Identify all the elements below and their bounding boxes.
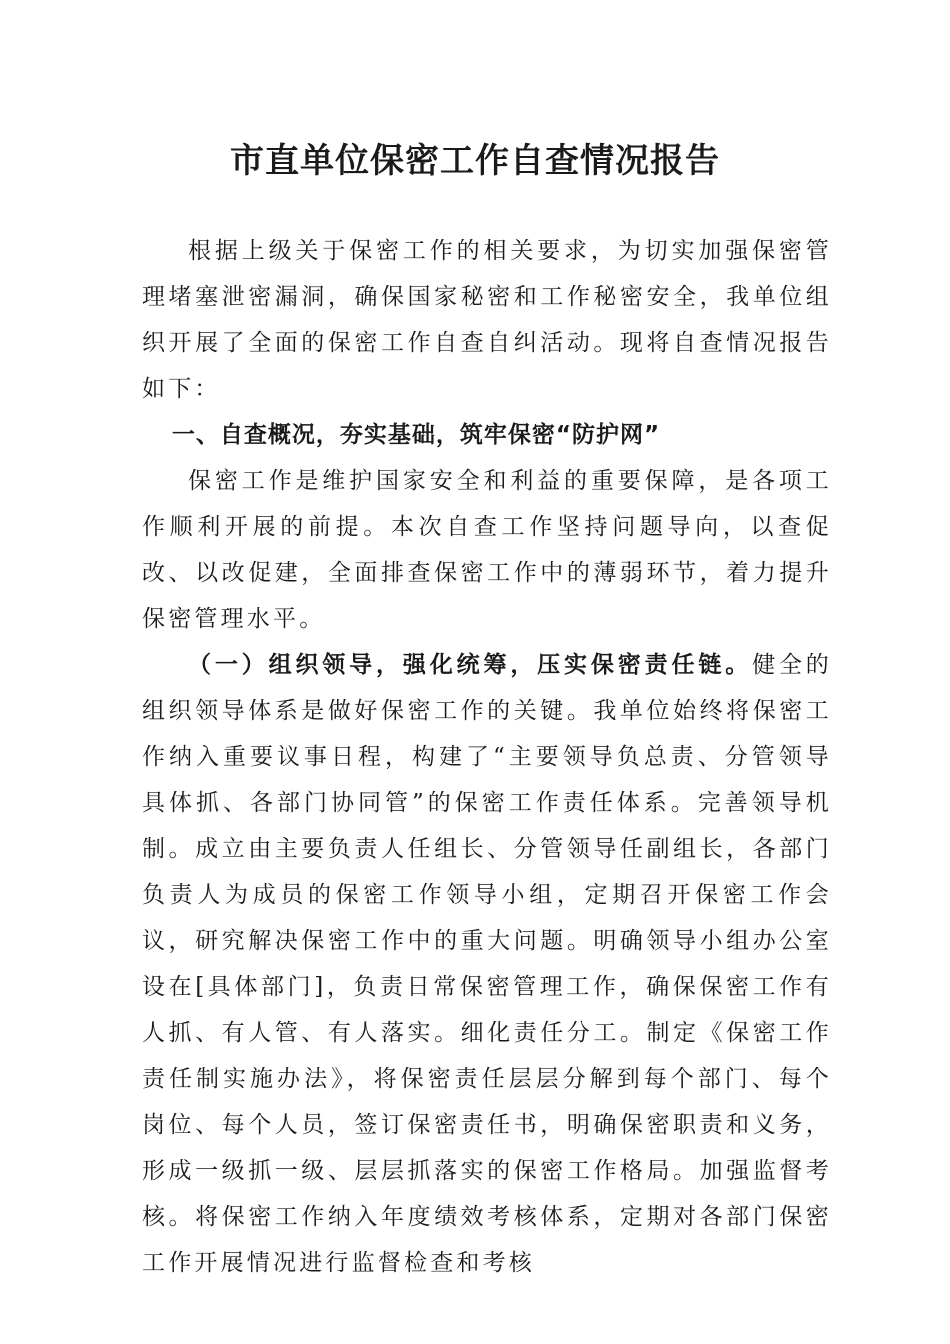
subsection-1-text: 健全的组织领导体系是做好保密工作的关键。我单位始终将保密工作纳入重要议事日程，构建了“主要领导负总责、分管领导具体抓、各部门协同管”的保密工作责任体系。完善领导机制。成立由主要负责人任组长、分管领导任副组长，各部门负责人为成员的保密工作领导小组，定期召开保密工作会议，研究解决保密工作中的重大问题。明确领导小组办公室设在[具体部门]，负责日常保密管理工作，确保保密工作有人抓、有人管、有人落实。细化责任分工。制定《保密工作责任制实施办法》，将保密责任层层分解到每个部门、每个岗位、每个人员，签订保密责任书，明确保密职责和义务，形成一级抓一级、层层抓落实的保密工作格局。加强监督考核。将保密工作纳入年度绩效考核体系，定期对各部门保密工作开展情况进行监督检查和考核 xyxy=(142,652,832,1276)
document-title: 市直单位保密工作自查情况报告 xyxy=(230,141,720,181)
intro-paragraph: 根据上级关于保密工作的相关要求，为切实加强保密管理堵塞泄密漏洞，确保国家秘密和工作秘密安全，我单位组织开展了全面的保密工作自查自纠活动。现将自查情况报告如下： xyxy=(142,238,832,402)
section-heading-1: 一、自查概况，夯实基础，筑牢保密“防护网” xyxy=(171,422,661,448)
document-body xyxy=(142,228,832,1286)
section-1-paragraph: 保密工作是维护国家安全和利益的重要保障，是各项工作顺利开展的前提。本次自查工作坚持问题导向，以查促改、以改促建，全面排查保密工作中的薄弱环节，着力提升保密管理水平。 xyxy=(142,468,832,632)
subsection-1-lead: （一）组织领导，强化统筹，压实保密责任链。 xyxy=(188,651,753,678)
subsection-1-paragraph xyxy=(142,642,832,1286)
